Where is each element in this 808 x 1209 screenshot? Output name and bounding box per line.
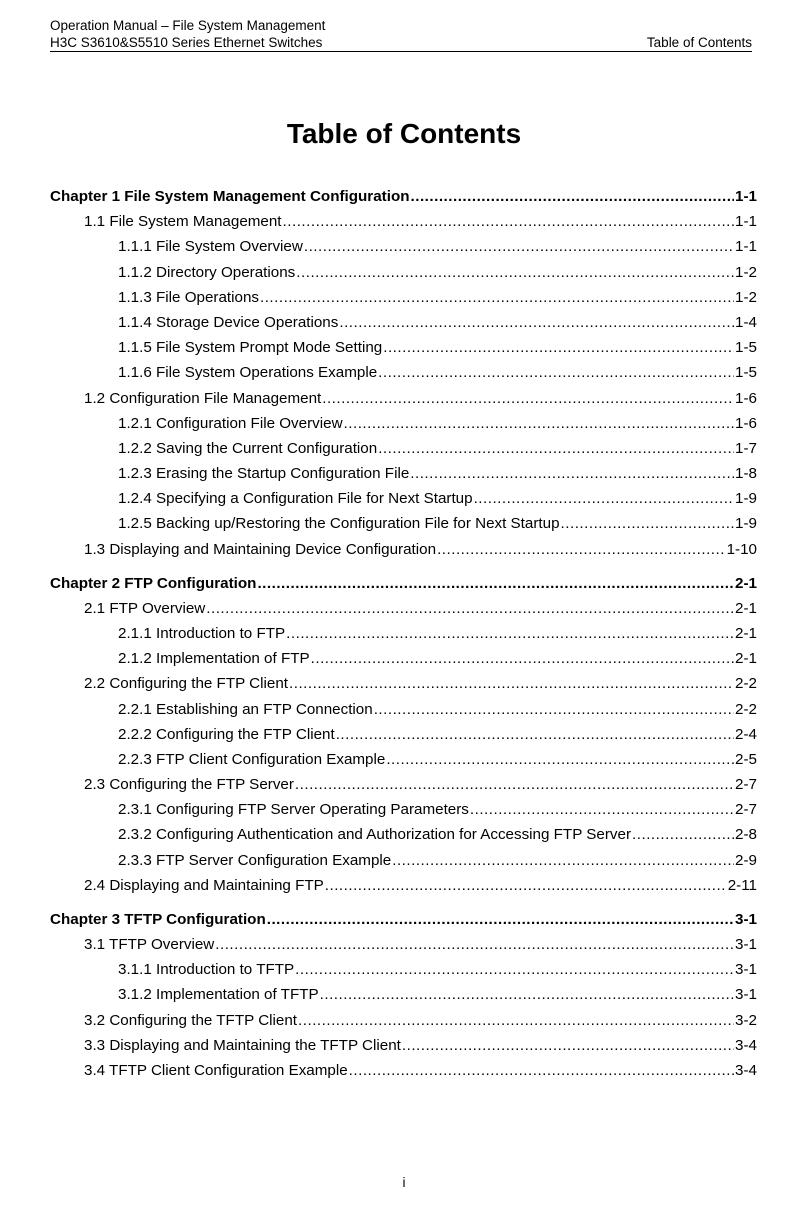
toc-entry-page: 1-5 <box>735 364 757 382</box>
toc-subsection-entry[interactable] <box>50 961 757 986</box>
toc-dot-leader <box>437 541 726 558</box>
toc-entry-label: 1.1.3 File Operations <box>118 288 259 306</box>
header-section: Table of Contents <box>646 35 752 50</box>
toc-dot-leader <box>392 852 734 869</box>
toc-subsection-entry[interactable] <box>50 364 757 389</box>
toc-entry-label: 1.2.5 Backing up/Restoring the Configuration File for Next Startup <box>118 515 560 533</box>
toc-subsection-entry[interactable] <box>50 701 757 726</box>
toc-section-entry[interactable] <box>50 541 757 566</box>
toc-dot-leader <box>339 314 734 331</box>
toc-dot-leader <box>260 289 734 306</box>
toc-entry-page: 2-5 <box>735 750 757 768</box>
toc-dot-leader <box>298 1012 734 1029</box>
toc-dot-leader <box>383 339 734 356</box>
toc-chapter-entry[interactable] <box>50 911 757 936</box>
toc-subsection-entry[interactable] <box>50 801 757 826</box>
toc-chapter-entry[interactable] <box>50 575 757 600</box>
toc-entry-page: 1-8 <box>735 465 757 483</box>
toc-entry-label: 1.2.2 Saving the Current Configuration <box>118 439 378 457</box>
toc-entry-label: Chapter 3 TFTP Configuration <box>50 910 266 928</box>
toc-dot-leader <box>632 826 734 843</box>
toc-dot-leader <box>336 726 734 743</box>
toc-subsection-entry[interactable] <box>50 726 757 751</box>
toc-section-entry[interactable] <box>50 776 757 801</box>
toc-dot-leader <box>267 911 734 928</box>
toc-entry-page: 3-4 <box>735 1061 757 1079</box>
toc-entry-label: 1.1.2 Directory Operations <box>118 263 296 281</box>
header-product: H3C S3610&S5510 Series Ethernet Switches <box>50 35 323 50</box>
toc-entry-page: 1-6 <box>735 389 757 407</box>
toc-section-entry[interactable] <box>50 1062 757 1087</box>
toc-entry-page: 2-1 <box>735 650 757 668</box>
toc-dot-leader <box>296 264 734 281</box>
table-of-contents <box>50 188 757 1087</box>
toc-dot-leader <box>344 415 735 432</box>
toc-subsection-entry[interactable] <box>50 465 757 490</box>
toc-entry-label: 2.3 Configuring the FTP Server <box>84 776 294 794</box>
toc-dot-leader <box>386 751 734 768</box>
toc-entry-label: Chapter 2 FTP Configuration <box>50 574 257 592</box>
toc-entry-label: 2.1.2 Implementation of FTP <box>118 650 310 668</box>
toc-dot-leader <box>325 877 727 894</box>
toc-entry-label: 2.2 Configuring the FTP Client <box>84 675 289 693</box>
toc-subsection-entry[interactable] <box>50 314 757 339</box>
toc-entry-label: 3.4 TFTP Client Configuration Example <box>84 1061 348 1079</box>
toc-entry-label: 2.2.2 Configuring the FTP Client <box>118 725 335 743</box>
toc-subsection-entry[interactable] <box>50 515 757 540</box>
toc-entry-page: 2-1 <box>735 624 757 642</box>
toc-entry-page: 1-4 <box>735 313 757 331</box>
toc-entry-page: 2-7 <box>735 776 757 794</box>
toc-entry-label: 2.3.3 FTP Server Configuration Example <box>118 851 392 869</box>
toc-entry-page: 2-11 <box>727 876 757 894</box>
toc-entry-label: 2.1 FTP Overview <box>84 599 206 617</box>
toc-entry-label: 1.2.4 Specifying a Configuration File for Next Startup <box>118 490 473 508</box>
toc-entry-page: 1-9 <box>735 515 757 533</box>
toc-entry-label: 2.2.1 Establishing an FTP Connection <box>118 700 373 718</box>
toc-entry-label: 3.2 Configuring the TFTP Client <box>84 1011 298 1029</box>
toc-entry-page: 1-7 <box>735 439 757 457</box>
toc-dot-leader <box>561 515 735 532</box>
toc-dot-leader <box>411 188 735 205</box>
toc-subsection-entry[interactable] <box>50 625 757 650</box>
toc-section-entry[interactable] <box>50 675 757 700</box>
toc-entry-label: 1.2 Configuration File Management <box>84 389 322 407</box>
toc-entry-page: 1-10 <box>726 540 757 558</box>
toc-subsection-entry[interactable] <box>50 650 757 675</box>
toc-entry-label: 1.2.3 Erasing the Startup Configuration File <box>118 465 410 483</box>
toc-entry-page: 2-2 <box>735 675 757 693</box>
toc-entry-page: 3-1 <box>735 910 757 928</box>
toc-dot-leader <box>374 701 734 718</box>
page-title: Table of Contents <box>286 118 522 149</box>
toc-section-entry[interactable] <box>50 600 757 625</box>
toc-entry-page: 3-2 <box>735 1011 757 1029</box>
toc-section-entry[interactable] <box>50 936 757 961</box>
toc-subsection-entry[interactable] <box>50 440 757 465</box>
toc-entry-label: 2.3.2 Configuring Authentication and Authorization for Accessing FTP Server <box>118 826 632 844</box>
toc-entry-label: 1.1.1 File System Overview <box>118 238 303 256</box>
toc-dot-leader <box>410 465 734 482</box>
toc-entry-label: 3.3 Displaying and Maintaining the TFTP Client <box>84 1036 401 1054</box>
toc-entry-page: 3-1 <box>735 961 757 979</box>
toc-entry-page: 3-1 <box>735 986 757 1004</box>
toc-dot-leader <box>470 801 734 818</box>
toc-subsection-entry[interactable] <box>50 490 757 515</box>
toc-subsection-entry[interactable] <box>50 264 757 289</box>
toc-entry-page: 1-2 <box>735 263 757 281</box>
toc-entry-label: 2.3.1 Configuring FTP Server Operating Parameters <box>118 801 469 819</box>
toc-dot-leader <box>206 600 734 617</box>
toc-entry-label: 3.1.1 Introduction to TFTP <box>118 961 295 979</box>
toc-dot-leader <box>295 776 734 793</box>
toc-entry-page: 1-1 <box>735 188 757 205</box>
toc-dot-leader <box>295 961 734 978</box>
toc-entry-page: 1-2 <box>735 288 757 306</box>
toc-subsection-entry[interactable] <box>50 986 757 1011</box>
toc-entry-page: 3-1 <box>735 936 757 954</box>
toc-entry-label: 2.4 Displaying and Maintaining FTP <box>84 876 324 894</box>
toc-entry-page: 2-1 <box>735 599 757 617</box>
page-number: i <box>402 1175 406 1190</box>
toc-dot-leader <box>286 625 734 642</box>
page-header <box>50 17 752 51</box>
toc-subsection-entry[interactable] <box>50 852 757 877</box>
toc-dot-leader <box>378 440 734 457</box>
toc-entry-page: 2-4 <box>735 725 757 743</box>
toc-entry-label: Chapter 1 File System Management Configuration <box>50 188 410 205</box>
toc-entry-label: 3.1 TFTP Overview <box>84 936 215 954</box>
toc-section-entry[interactable] <box>50 877 757 902</box>
toc-entry-label: 1.1.6 File System Operations Example <box>118 364 378 382</box>
toc-dot-leader <box>304 238 734 255</box>
toc-dot-leader <box>349 1062 734 1079</box>
toc-dot-leader <box>311 650 734 667</box>
toc-dot-leader <box>215 936 734 953</box>
toc-dot-leader <box>474 490 734 507</box>
toc-entry-page: 2-7 <box>735 801 757 819</box>
toc-entry-label: 1.2.1 Configuration File Overview <box>118 414 343 432</box>
toc-section-entry[interactable] <box>50 213 757 238</box>
toc-entry-page: 1-1 <box>735 213 757 231</box>
toc-entry-page: 2-2 <box>735 700 757 718</box>
toc-subsection-entry[interactable] <box>50 415 757 440</box>
header-row <box>50 34 752 51</box>
toc-entry-page: 1-6 <box>735 414 757 432</box>
toc-entry-page: 2-8 <box>735 826 757 844</box>
toc-entry-label: 1.1.4 Storage Device Operations <box>118 313 339 331</box>
toc-section-entry[interactable] <box>50 1012 757 1037</box>
toc-entry-page: 3-4 <box>735 1036 757 1054</box>
toc-dot-leader <box>378 364 734 381</box>
toc-dot-leader <box>289 675 734 692</box>
toc-dot-leader <box>402 1037 734 1054</box>
toc-entry-page: 1-5 <box>735 339 757 357</box>
toc-dot-leader <box>322 390 734 407</box>
toc-entry-page: 2-9 <box>735 851 757 869</box>
toc-subsection-entry[interactable] <box>50 238 757 263</box>
toc-dot-leader <box>257 575 734 592</box>
header-doc-title: Operation Manual – File System Management <box>50 18 326 33</box>
toc-dot-leader <box>283 213 735 230</box>
toc-entry-page: 2-1 <box>735 574 757 592</box>
toc-entry-label: 1.3 Displaying and Maintaining Device Configuration <box>84 540 437 558</box>
toc-subsection-entry[interactable] <box>50 751 757 776</box>
toc-entry-label: 1.1 File System Management <box>84 213 282 231</box>
toc-subsection-entry[interactable] <box>50 826 757 851</box>
toc-subsection-entry[interactable] <box>50 339 757 364</box>
toc-subsection-entry[interactable] <box>50 289 757 314</box>
toc-chapter-entry[interactable] <box>50 188 757 213</box>
toc-dot-leader <box>320 986 734 1003</box>
toc-entry-page: 1-9 <box>735 490 757 508</box>
header-divider <box>50 51 752 52</box>
toc-entry-page: 1-1 <box>735 238 757 256</box>
toc-section-entry[interactable] <box>50 1037 757 1062</box>
toc-section-entry[interactable] <box>50 390 757 415</box>
toc-entry-label: 2.2.3 FTP Client Configuration Example <box>118 750 386 768</box>
toc-entry-label: 2.1.1 Introduction to FTP <box>118 624 286 642</box>
toc-entry-label: 1.1.5 File System Prompt Mode Setting <box>118 339 383 357</box>
toc-entry-label: 3.1.2 Implementation of TFTP <box>118 986 319 1004</box>
